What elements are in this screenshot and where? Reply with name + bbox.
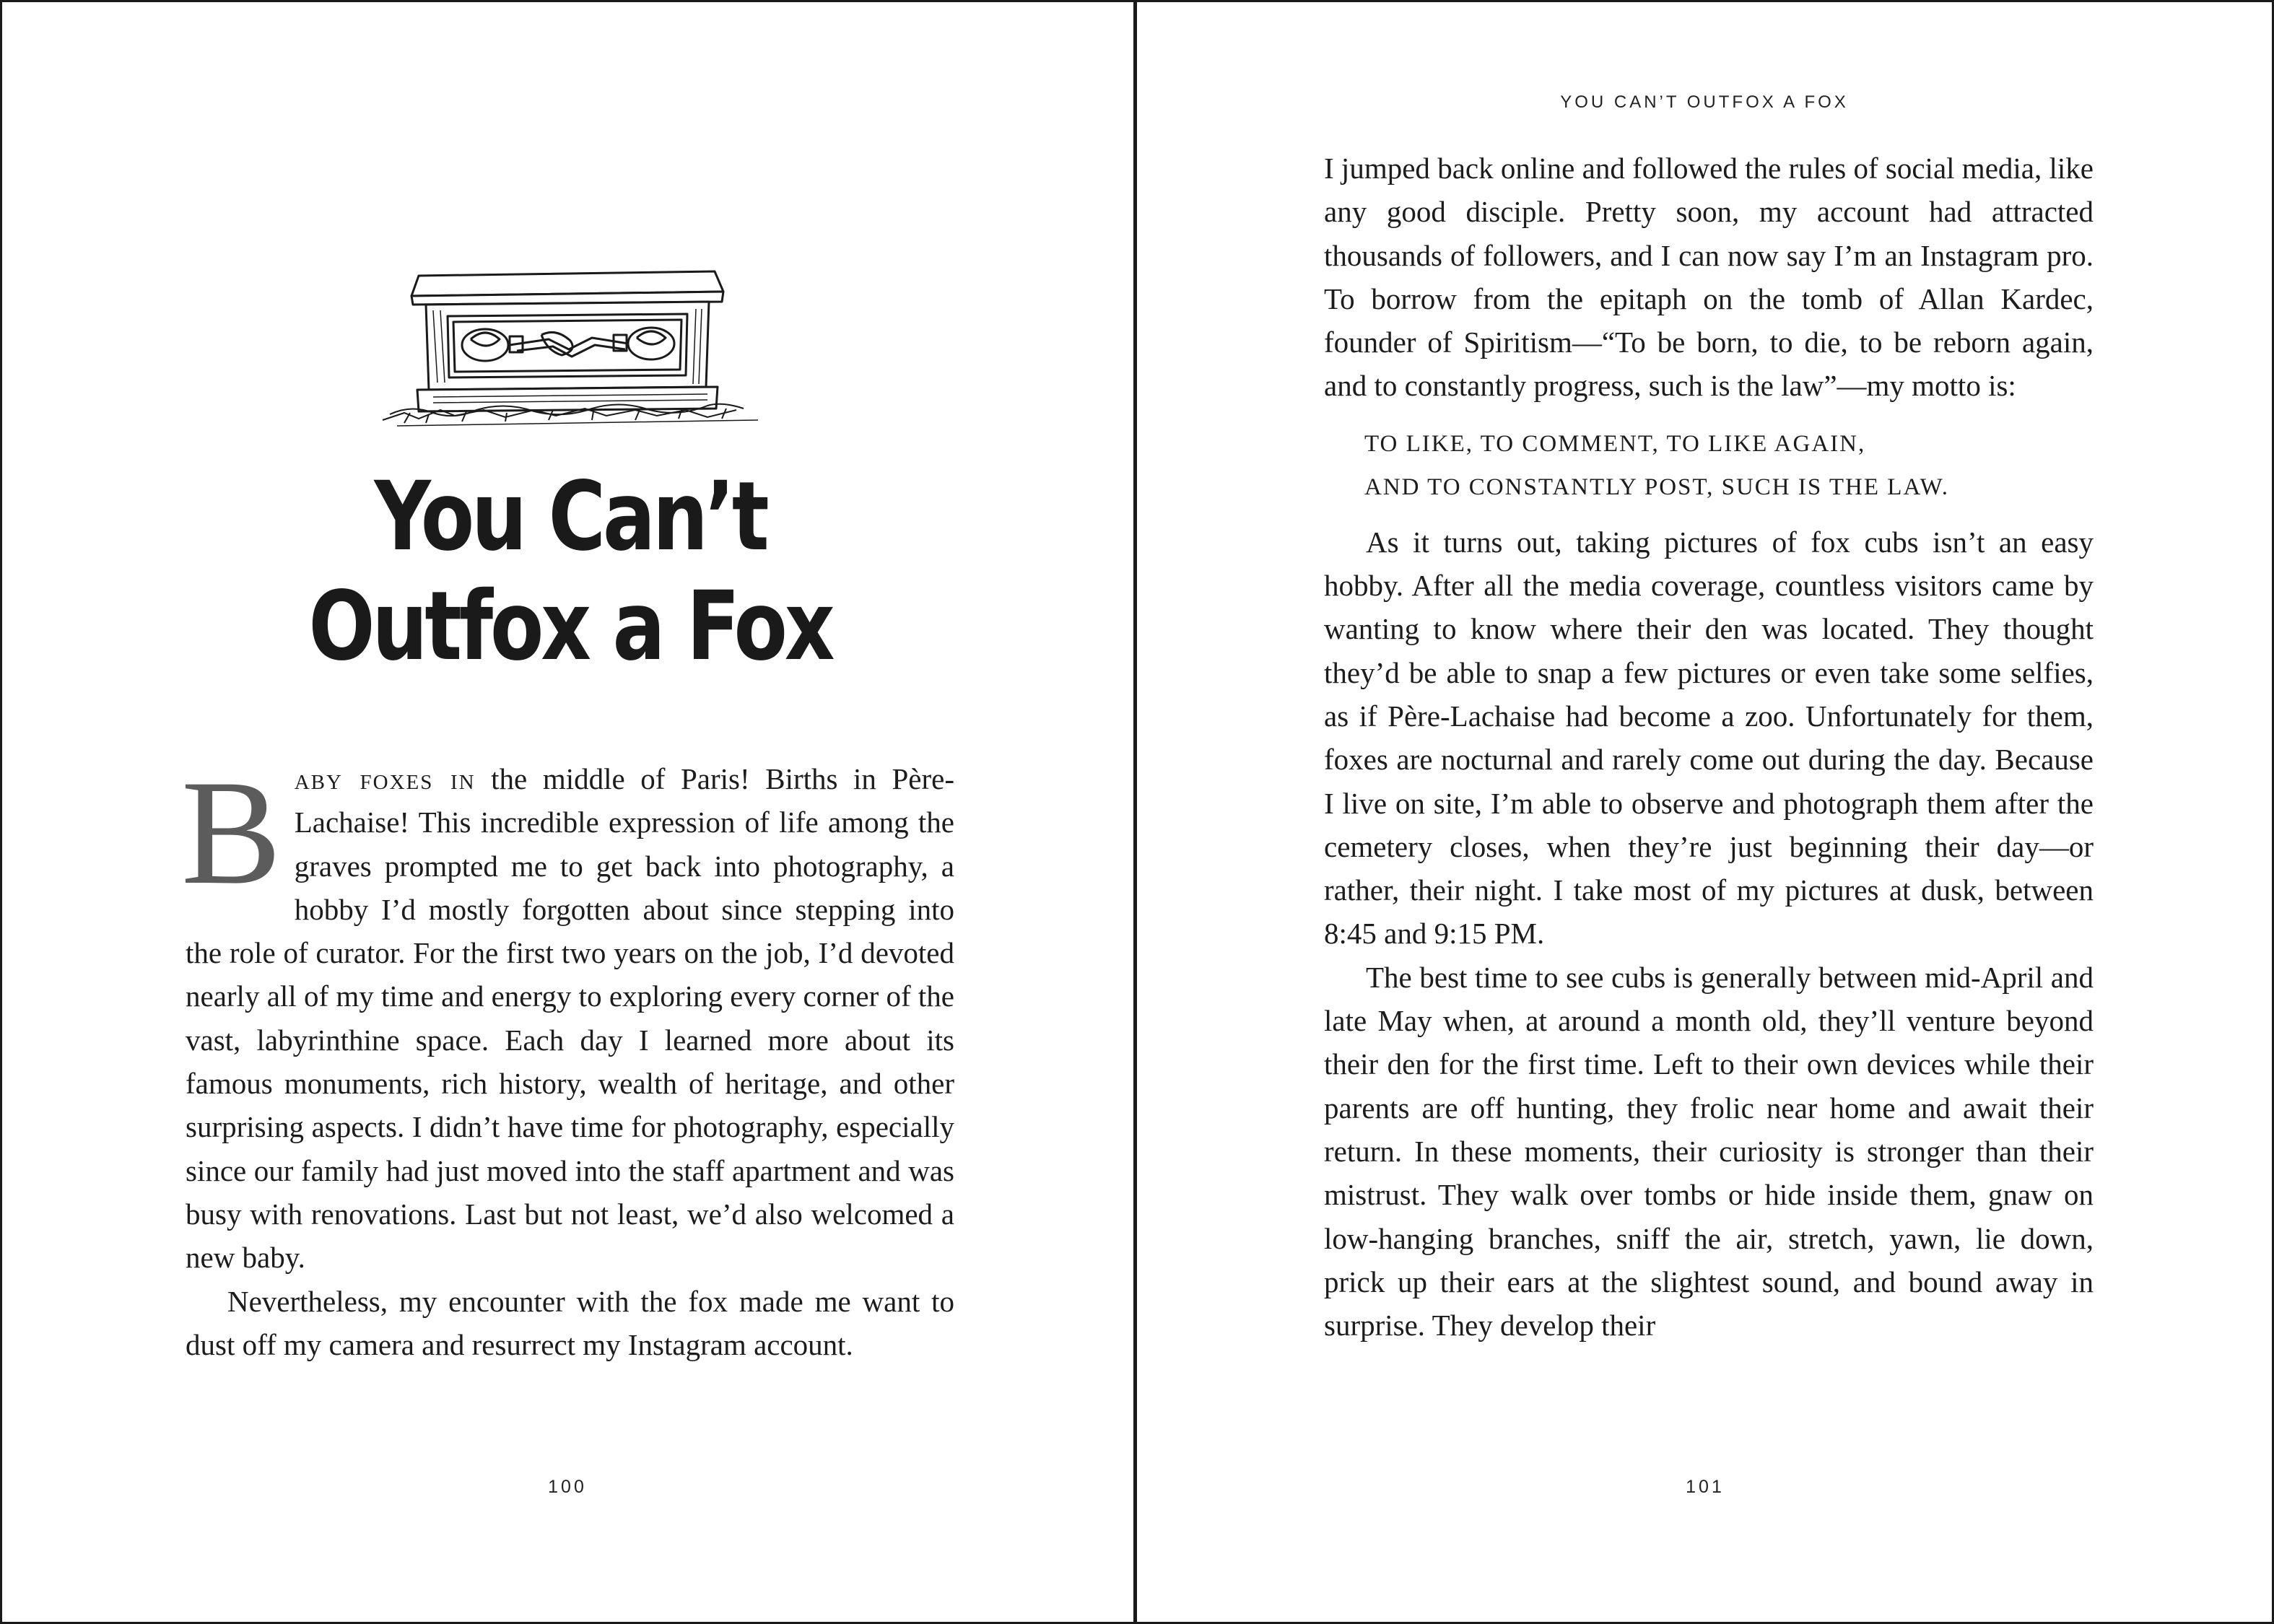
motto-line: AND TO CONSTANTLY POST, SUCH IS THE LAW. (1364, 473, 1949, 500)
opening-paragraph (181, 749, 955, 1280)
paragraph: As it turns out, taking pictures of fox cubs isn’t an easy hobby. After all the media coverage, countless visitors came by wanting to know where their den was located. They thought they’d be able to snap a few pictures or even take some selfies, as if Père-Lachaise had become a zoo. Unfortunately for them, foxes are nocturnal and rarely come out during the day. Because I live on site, I’m able to observe and photograph them after the cemetery closes, when they’re just beginning their day—or rather, their night. I take most of my pictures at dusk, between 8:45 and 9:15 PM. (1324, 525, 2094, 951)
running-head: YOU CAN’T OUTFOX A FOX (1560, 92, 1849, 112)
paragraph: Nevertheless, my encounter with the fox made me want to dust off my camera and resurrect my Instagram account. (186, 1284, 954, 1361)
page-number-right: 101 (1686, 1477, 1725, 1497)
gutter-divider (1133, 0, 1137, 1624)
motto-line: TO LIKE, TO COMMENT, TO LIKE AGAIN, (1364, 430, 1866, 457)
drop-cap: B (181, 749, 282, 915)
page-number-left: 100 (548, 1477, 587, 1497)
opening-smallcaps: aby foxes in (294, 762, 476, 795)
chapter-title (256, 462, 884, 681)
paragraph: I jumped back online and followed the rules of social media, like any good disciple. Pretty soon, my account had attracted thousands of followers, and I can now say I’m an Instagram pro. To borrow from the epitaph on the tomb of Allan Kardec, founder of Spiritism—“To be born, to die, to be reborn again, and to constantly progress, such is the law”—my motto is: (1324, 152, 2094, 403)
motto-block (1364, 422, 2094, 509)
tomb-illustration (375, 260, 765, 433)
paragraph: The best time to see cubs is generally between mid-April and late May when, at around a month old, they’ll venture beyond their den for the first time. Left to their own devices while their parents are off hunting, they frolic near home and await their return. In these moments, their curiosity is stronger than their mistrust. They walk over tombs or hide inside them, gnaw on low-hanging branches, sniff the air, stretch, yawn, lie down, prick up their ears at the slightest sound, and bound away in surprise. They develop their (1324, 960, 2094, 1343)
right-body-text (1324, 147, 2094, 1347)
left-body-text (181, 749, 955, 1366)
chapter-title-line1: You Can’t (374, 461, 767, 572)
paragraph-text: the middle of Paris! Births in Père-Lachaise! This incredible expression of life among the graves prompted me to get back into photography, a hobby I’d mostly forgotten about since stepping into the role of curator. For the first two years on the job, I’d devoted nearly all of my time and energy to exploring every corner of the vast, labyrinthine space. Each day I learned more about its famous monuments, rich history, wealth of heritage, and other surprising aspects. I didn’t have time for photography, especially since our family had just moved into the staff apartment and was busy with renovations. Last but not least, we’d also welcomed a new baby. (186, 762, 955, 1275)
chapter-title-line2: Outfox a Fox (308, 571, 832, 682)
